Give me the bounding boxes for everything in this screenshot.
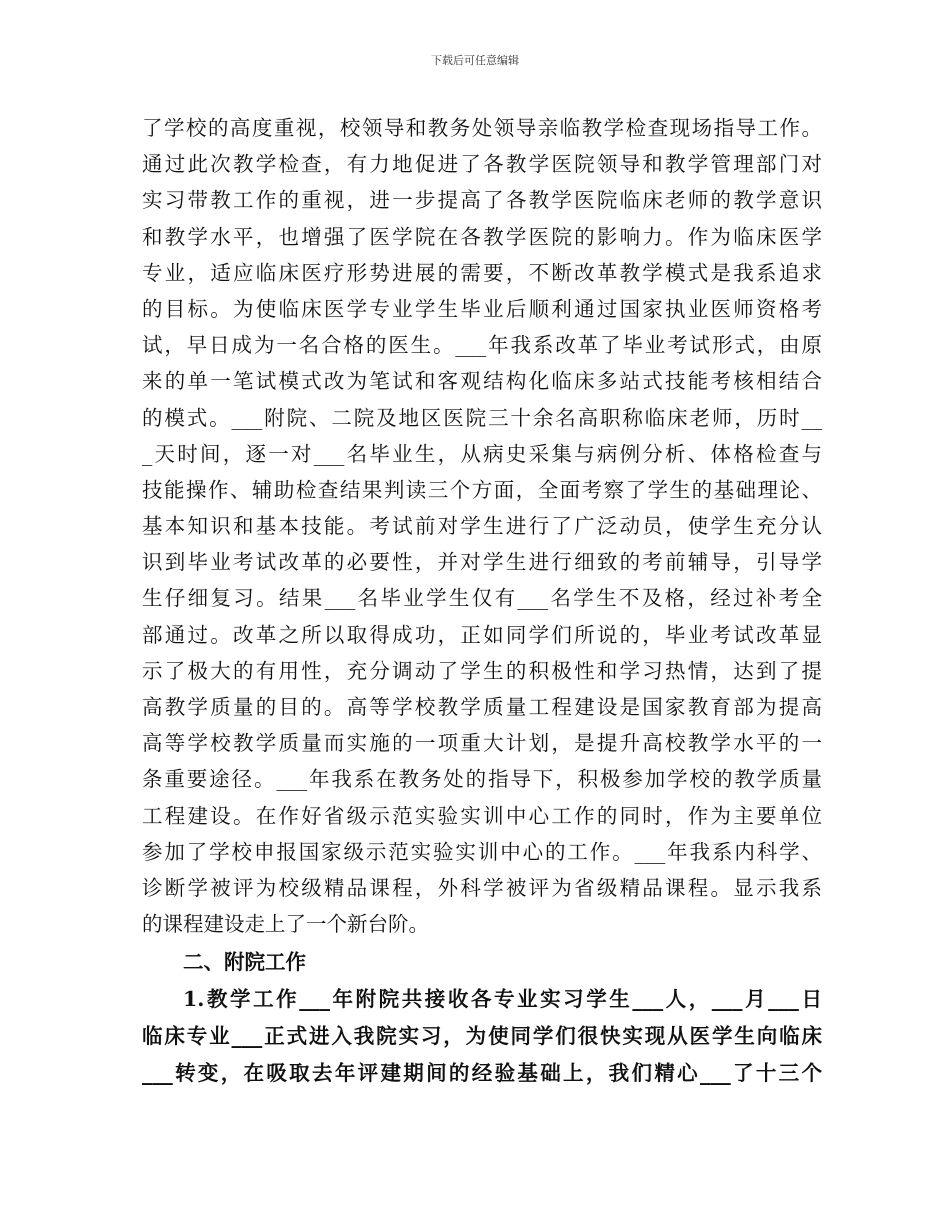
section-paragraph	[142, 981, 822, 1092]
paragraph	[142, 110, 822, 942]
text-line: 工程建设。在作好省级示范实验实训中心工作的同时，作为主要单位	[142, 803, 822, 828]
text-line: 参加了学校申报国家级示范实验实训中心的工作。___年我系内科学、	[142, 839, 822, 864]
text-line: 的目标。为使临床医学专业学生毕业后顺利通过国家执业医师资格考	[142, 296, 822, 321]
text-line: 识到毕业考试改革的必要性，并对学生进行细致的考前辅导，引导学	[142, 550, 822, 575]
text-line: 基本知识和基本技能。考试前对学生进行了广泛动员，使学生充分认	[142, 514, 822, 539]
text-line: 临床专业___正式进入我院实习，为使同学们很快实现从医学生向临床	[142, 1023, 822, 1048]
text-line: 来的单一笔试模式改为笔试和客观结构化临床多站式技能考核相结合	[142, 369, 822, 394]
text-line: 高等学校教学质量而实施的一项重大计划，是提升高校教学水平的一	[142, 731, 822, 756]
text-line: ___转变，在吸取去年评建期间的经验基础上，我们精心___了十三个	[142, 1060, 822, 1085]
text-line: _天时间，逐一对___名毕业生，从病史采集与病例分析、体格检查与	[142, 441, 822, 466]
text-line: 高教学质量的目的。高等学校教学质量工程建设是国家教育部为提高	[142, 695, 822, 719]
text-line: 实习带教工作的重视，进一步提高了各教学医院临床老师的教学意识	[142, 188, 822, 213]
text-line: 通过此次教学检查，有力地促进了各教学医院领导和教学管理部门对	[142, 152, 822, 177]
text-line: 生仔细复习。结果___名毕业学生仅有___名学生不及格，经过补考全	[142, 586, 822, 611]
text-line: 试，早日成为一名合格的医生。___年我系改革了毕业考试形式，由原	[142, 333, 822, 358]
text-line: 1.教学工作___年附院共接收各专业实习学生___人，___月___日	[183, 986, 822, 1011]
page-header: 下载后可任意编辑	[431, 54, 519, 67]
text-line: 了学校的高度重视，校领导和教务处领导亲临教学检查现场指导工作。	[142, 116, 822, 140]
section-heading: 二、附院工作	[183, 950, 306, 975]
text-line: 诊断学被评为校级精品课程，外科学被评为省级精品课程。显示我系	[142, 875, 822, 900]
text-line: 的模式。___附院、二院及地区医院三十余名高职称临床老师，历时__	[142, 405, 822, 430]
text-line: 和教学水平，也增强了医学院在各教学医院的影响力。作为临床医学	[142, 224, 822, 249]
document-body	[142, 110, 822, 1092]
text-line: 专业，适应临床医疗形势进展的需要，不断改革教学模式是我系追求	[142, 260, 822, 285]
text-line: 条重要途径。___年我系在教务处的指导下，积极参加学校的教学质量	[142, 767, 822, 792]
text-line: 示了极大的有用性，充分调动了学生的积极性和学习热情，达到了提	[142, 658, 822, 683]
text-line: 的课程建设走上了一个新台阶。	[142, 912, 429, 937]
text-line: 部通过。改革之所以取得成功，正如同学们所说的，毕业考试改革显	[142, 622, 822, 647]
text-line: 技能操作、辅助检查结果判读三个方面，全面考察了学生的基础理论、	[142, 477, 822, 502]
